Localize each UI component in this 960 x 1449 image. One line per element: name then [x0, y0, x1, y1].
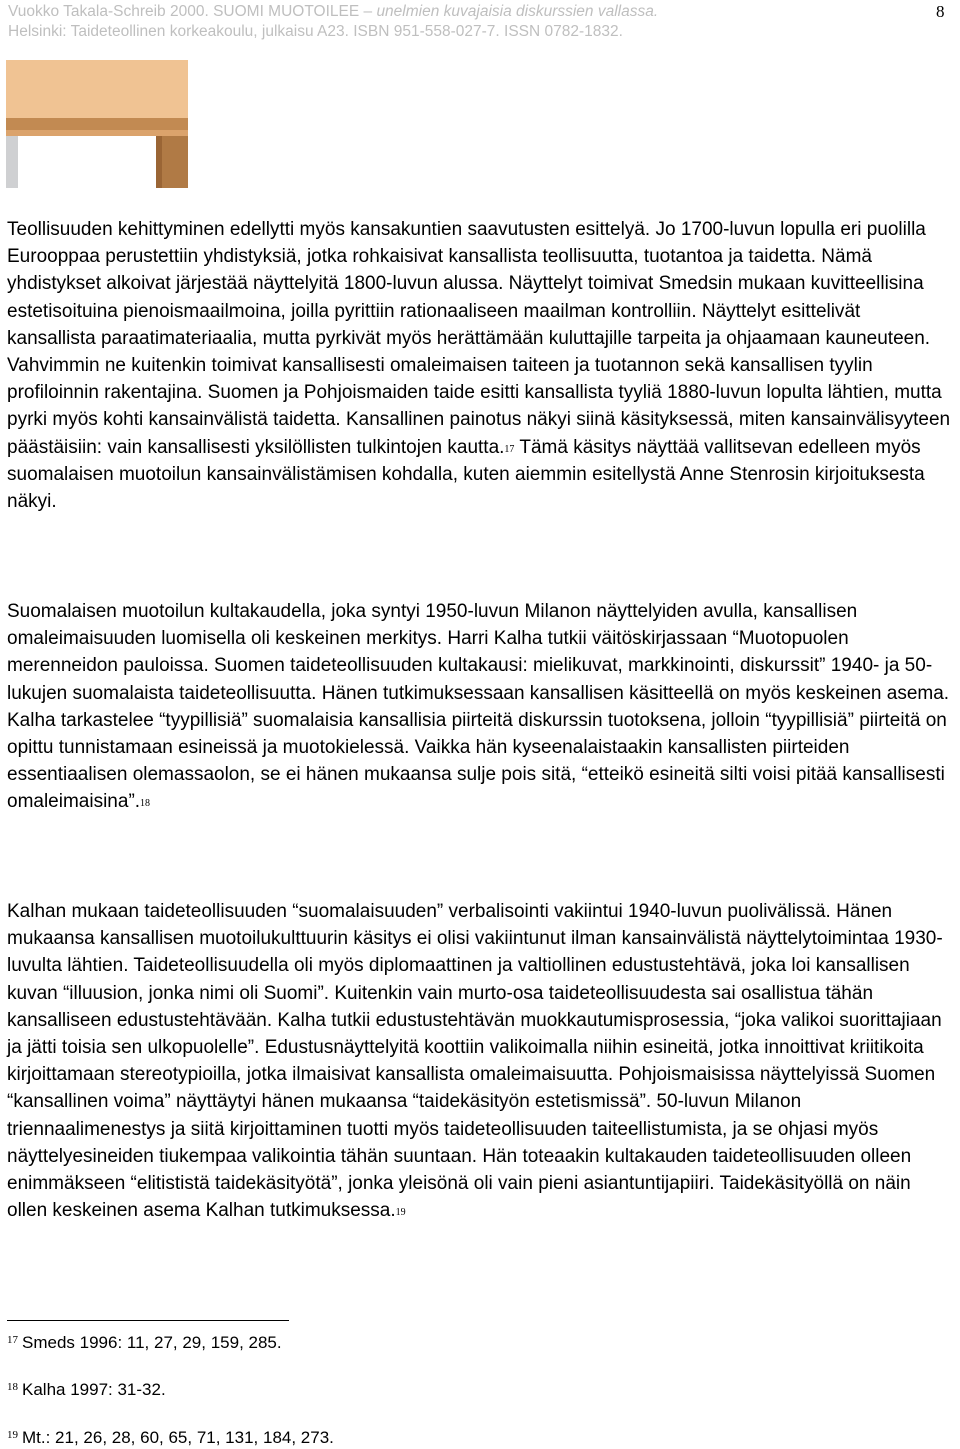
footnote-17: $^{17}$ Smeds 1996: 11, 27, 29, 159, 285. — [7, 1333, 282, 1352]
footnote-ref-19[interactable]: 19 — [395, 1207, 406, 1219]
page-number: 8 — [936, 2, 945, 21]
footnote-18: $^{18}$ Kalha 1997: 31-32. — [7, 1380, 166, 1399]
footnote-19: $^{19}$ Mt.: 21, 26, 28, 60, 65, 71, 131, 184, 273. — [7, 1428, 334, 1447]
footnote-number: 18 — [7, 1381, 18, 1393]
wooden-table-illustration — [6, 60, 188, 188]
footnote-divider — [7, 1320, 289, 1321]
paragraph-3: Kalhan mukaan taideteollisuuden “suomalaisuuden” verbalisointi vakiintui 1940-luvun puolivälissä. Hänen mukaansa kansallisen muotoilukulttuurin käsitys ei olisi vakiintunut ilman kansainvälistä näyttelytoimintaa 1930-luvulta lähtien. Taideteollisuudella oli myös diplomaattinen ja valtiollinen edustustehtävä, joka loi kansallisen kuvan “illuusion, jonka nimi oli Suomi”. Kuitenkin vain murto-osa taideteollisuudesta sai osallistua tähän kansalliseen edustustehtävään. Kalha tutkii edustustehtävän muokkautumisprosessia, “joka valikoi suorittajiaan ja jätti toisia sen ulkopuolelle”. Edustusnäyttelyitä koottiin valikoimalla niihin esineitä, jotka innoittivat kriitikoita kirjoittamaan stereotypioilla, jotka ilmaisivat kansallista omaleimaisuutta. Pohjoismaisissa näyttelyissä Suomen “kansallinen voima” näyttäytyi hänen mukaansa “taidekäsityön estetismissä”. 50-luvun Milanon triennaalimenestys ja siitä kirjoittaminen tuotti myös taideteollisuuden taiteellistumista, ja se ohjasi myös näyttelyesineiden tiukempaa valikointia tähän suuntaan. Hän toteaakin kultakauden taideteollisuuden olleen enimmäkseen “elitististä taidekäsityötä”, jonka yleisönä oli vain pieni asiantuntijapiiri. Taidekäsityöllä on näin ollen keskeinen asema Kalhan tutkimuksessa.$^{19}$ — [7, 901, 943, 1222]
footnote-number: 17 — [7, 1334, 18, 1346]
header-citation-line-2: Helsinki: Taideteollinen korkeakoulu, julkaisu A23. ISBN 951-558-027-7. ISSN 0782-1832. — [8, 23, 623, 40]
running-header — [8, 2, 908, 42]
header-citation-line-1: Vuokko Takala-Schreib 2000. SUOMI MUOTOILEE – unelmien kuvajaisia diskurssien vallassa. — [8, 3, 659, 20]
footnote-ref-18[interactable]: 18 — [140, 798, 151, 810]
wooden-table-photo — [6, 60, 188, 188]
paragraph-1: Teollisuuden kehittyminen edellytti myös kansakuntien saavutusten esittelyä. Jo 1700-luvun lopulla eri puolilla Eurooppaa perustettiin yhdistyksiä, jotka rohkaisivat kansallista teollisuutta, tuotantoa ja taidetta. Nämä yhdistykset alkoivat järjestää näyttelyitä 1800-luvun alussa. Näyttelyt toimivat Smedsin mukaan kuvitteellisina estetisoituina pienoismaailmoina, joilla pyrittiin rationaaliseen maailman kontrolliin. Näyttelyt esittelivät kansallista paraatimateriaalia, mutta pyrkivät myös herättämään kuluttajille tarpeita ja ohjaamaan kauneuteen. Vahvimmin ne kuitenkin toimivat kansallisesti omaleimaisen taiteen ja tuotannon sekä kansallisen tyylin profiloinnin rakentajina. Suomen ja Pohjoismaiden taide esitti kansallista tyyliä 1880-luvun lopulta lähtien, mutta pyrki myös kohti kansainvälistä taidetta. Kansallinen painotus näkyi siinä käsityksessä, miten kansainvälisyyteen päästäisiin: vain kansallisesti yksilöllisten tulkintojen kautta.$^{17}$ Tämä käsitys näyttää vallitsevan edelleen myös suomalaisen muotoilun kansainvälistämisen kohdalla, kuten aiemmin esitellystä Anne Stenrosin kirjoituksesta näkyi. — [7, 219, 951, 513]
footnote-ref-17[interactable]: 17 — [504, 443, 515, 455]
footnote-number: 19 — [7, 1429, 18, 1441]
paragraph-2: Suomalaisen muotoilun kultakaudella, joka syntyi 1950-luvun Milanon näyttelyiden avulla, kansallisen omaleimaisuuden luomisella oli keskeinen merkitys. Harri Kalha tutkii väitöskirjassaan “Muotopuolen merenneidon pauloissa. Suomen taideteollisuuden kultakausi: mielikuvat, markkinointi, diskurssit” 1940- ja 50-lukujen suomalaista taideteollisuutta. Hänen tutkimuksessaan kansallisen käsitteellä on myös keskeinen asema. Kalha tarkastelee “tyypillisiä” suomalaisia kansallisia piirteitä diskurssin tuotoksena, jolloin “tyypillisiä” piirteitä on opittu tunnistamaan esineissä ja muotokielessä. Vaikka hän kyseenalaistaakin kansallisten piirteiden essentiaalisen olemassaolon, se ei hänen mukaansa sulje pois sitä, “etteikö esineitä silti voisi pitää kansallisesti omaleimaisina”.$^{18}$ — [7, 601, 950, 813]
header-subtitle-italic: unelmien kuvajaisia diskurssien vallassa. — [376, 3, 659, 20]
